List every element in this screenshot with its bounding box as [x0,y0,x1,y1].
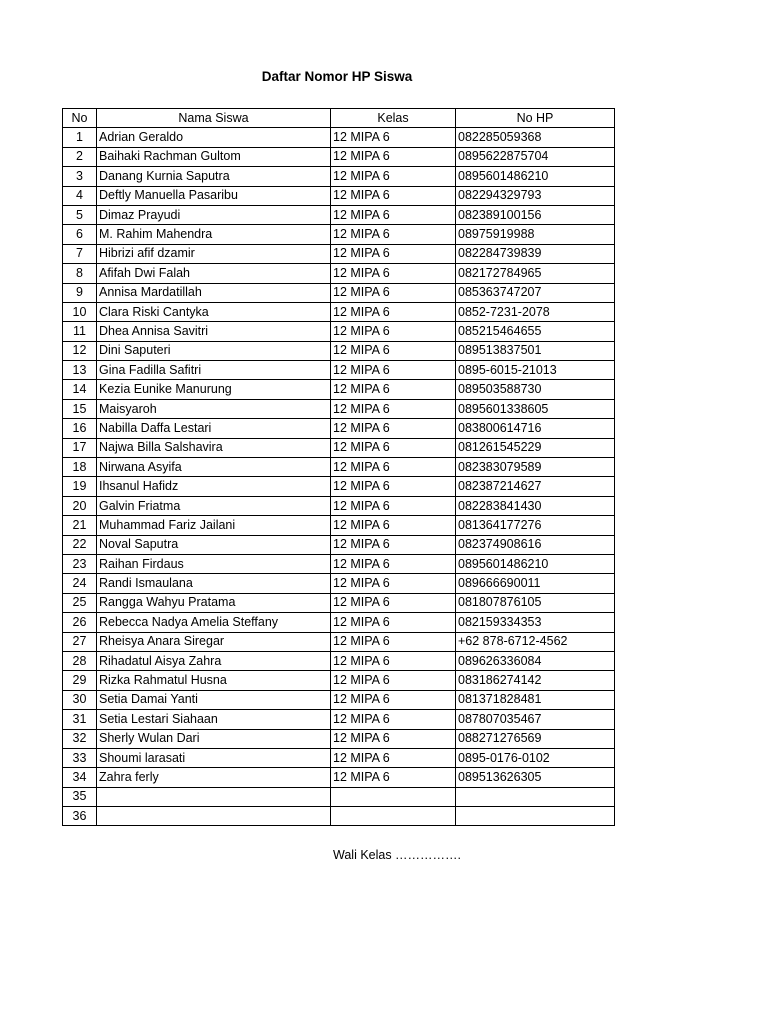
cell-no: 18 [63,458,97,477]
table-row [63,244,615,263]
cell-phone: 089626336084 [456,651,615,670]
table-row [63,477,615,496]
cell-kelas: 12 MIPA 6 [331,729,456,748]
table-row [63,748,615,767]
page-title: Daftar Nomor HP Siswa [261,69,413,84]
cell-no: 22 [63,535,97,554]
table-row [63,768,615,787]
cell-name: Ihsanul Hafidz [97,477,331,496]
cell-no: 13 [63,361,97,380]
cell-name: Dini Saputeri [97,341,331,360]
cell-kelas: 12 MIPA 6 [331,264,456,283]
cell-kelas: 12 MIPA 6 [331,632,456,651]
cell-no: 15 [63,399,97,418]
cell-kelas: 12 MIPA 6 [331,458,456,477]
cell-no: 3 [63,167,97,186]
cell-no: 30 [63,690,97,709]
cell-no: 28 [63,651,97,670]
cell-no: 2 [63,147,97,166]
cell-kelas: 12 MIPA 6 [331,186,456,205]
table-row [63,147,615,166]
cell-phone: 082294329793 [456,186,615,205]
table-row [63,167,615,186]
cell-kelas: 12 MIPA 6 [331,574,456,593]
cell-phone [456,807,615,826]
cell-kelas: 12 MIPA 6 [331,748,456,767]
cell-name: Afifah Dwi Falah [97,264,331,283]
cell-kelas: 12 MIPA 6 [331,167,456,186]
table-row [63,438,615,457]
cell-name: Noval Saputra [97,535,331,554]
cell-no: 36 [63,807,97,826]
cell-no: 27 [63,632,97,651]
cell-kelas: 12 MIPA 6 [331,651,456,670]
cell-name: Rheisya Anara Siregar [97,632,331,651]
cell-no: 25 [63,593,97,612]
cell-no: 12 [63,341,97,360]
cell-kelas: 12 MIPA 6 [331,438,456,457]
cell-name: Rangga Wahyu Pratama [97,593,331,612]
cell-kelas [331,807,456,826]
cell-no: 5 [63,205,97,224]
cell-kelas: 12 MIPA 6 [331,205,456,224]
table-row [63,729,615,748]
cell-kelas: 12 MIPA 6 [331,380,456,399]
cell-phone: 082159334353 [456,613,615,632]
cell-no: 33 [63,748,97,767]
student-phone-table [62,108,615,826]
cell-no: 32 [63,729,97,748]
table-row [63,632,615,651]
cell-phone: 0895622875704 [456,147,615,166]
cell-phone: 081807876105 [456,593,615,612]
cell-name: Raihan Firdaus [97,554,331,573]
cell-kelas: 12 MIPA 6 [331,302,456,321]
cell-kelas: 12 MIPA 6 [331,535,456,554]
cell-name: Baihaki Rachman Gultom [97,147,331,166]
cell-kelas [331,787,456,806]
cell-phone: 085363747207 [456,283,615,302]
table-row [63,496,615,515]
table-header-row [63,109,615,128]
cell-phone: 089666690011 [456,574,615,593]
cell-name: Muhammad Fariz Jailani [97,516,331,535]
cell-phone: 082172784965 [456,264,615,283]
cell-phone: 0895601486210 [456,167,615,186]
homeroom-teacher-signature-line: Wali Kelas ……………. [333,848,462,862]
cell-kelas: 12 MIPA 6 [331,244,456,263]
cell-name: Maisyaroh [97,399,331,418]
table-row [63,535,615,554]
table-row [63,322,615,341]
table-row [63,380,615,399]
cell-no: 21 [63,516,97,535]
table-row [63,419,615,438]
cell-no: 7 [63,244,97,263]
cell-name: Zahra ferly [97,768,331,787]
table-row [63,690,615,709]
cell-name [97,787,331,806]
cell-name: Rihadatul Aisya Zahra [97,651,331,670]
cell-name: Nabilla Daffa Lestari [97,419,331,438]
cell-phone: 082374908616 [456,535,615,554]
cell-no: 31 [63,710,97,729]
cell-phone: 082284739839 [456,244,615,263]
cell-no: 20 [63,496,97,515]
cell-phone: 089503588730 [456,380,615,399]
cell-kelas: 12 MIPA 6 [331,671,456,690]
cell-name [97,807,331,826]
cell-name: Deftly Manuella Pasaribu [97,186,331,205]
table-row [63,593,615,612]
header-no: No [63,109,97,128]
cell-name: Setia Damai Yanti [97,690,331,709]
cell-phone: 089513626305 [456,768,615,787]
cell-name: Hibrizi afif dzamir [97,244,331,263]
cell-no: 26 [63,613,97,632]
cell-phone: 083800614716 [456,419,615,438]
cell-name: Sherly Wulan Dari [97,729,331,748]
cell-kelas: 12 MIPA 6 [331,283,456,302]
cell-name: Adrian Geraldo [97,128,331,147]
table-row [63,361,615,380]
cell-phone: 085215464655 [456,322,615,341]
cell-no: 19 [63,477,97,496]
cell-no: 14 [63,380,97,399]
cell-phone: 082389100156 [456,205,615,224]
cell-kelas: 12 MIPA 6 [331,322,456,341]
table-row [63,574,615,593]
header-kelas: Kelas [331,109,456,128]
cell-name: Galvin Friatma [97,496,331,515]
cell-kelas: 12 MIPA 6 [331,496,456,515]
table-row [63,787,615,806]
cell-phone: 087807035467 [456,710,615,729]
cell-name: M. Rahim Mahendra [97,225,331,244]
cell-name: Danang Kurnia Saputra [97,167,331,186]
cell-phone: 081261545229 [456,438,615,457]
header-name: Nama Siswa [97,109,331,128]
table-row [63,186,615,205]
cell-name: Clara Riski Cantyka [97,302,331,321]
cell-no: 17 [63,438,97,457]
cell-name: Gina Fadilla Safitri [97,361,331,380]
cell-no: 29 [63,671,97,690]
cell-no: 9 [63,283,97,302]
table-row [63,128,615,147]
cell-name: Rebecca Nadya Amelia Steffany [97,613,331,632]
cell-no: 35 [63,787,97,806]
table-row [63,341,615,360]
cell-kelas: 12 MIPA 6 [331,399,456,418]
cell-name: Setia Lestari Siahaan [97,710,331,729]
cell-no: 11 [63,322,97,341]
cell-name: Najwa Billa Salshavira [97,438,331,457]
cell-no: 8 [63,264,97,283]
cell-phone: 083186274142 [456,671,615,690]
cell-phone: 082285059368 [456,128,615,147]
cell-phone: 081371828481 [456,690,615,709]
cell-no: 23 [63,554,97,573]
cell-phone: 0895-6015-21013 [456,361,615,380]
cell-phone: 0895601338605 [456,399,615,418]
cell-name: Nirwana Asyifa [97,458,331,477]
cell-phone: +62 878-6712-4562 [456,632,615,651]
cell-name: Randi Ismaulana [97,574,331,593]
table-row [63,205,615,224]
cell-name: Dhea Annisa Savitri [97,322,331,341]
cell-kelas: 12 MIPA 6 [331,147,456,166]
cell-no: 1 [63,128,97,147]
table-row [63,399,615,418]
cell-no: 4 [63,186,97,205]
table-row [63,651,615,670]
table-row [63,283,615,302]
cell-kelas: 12 MIPA 6 [331,516,456,535]
table-row [63,225,615,244]
cell-phone: 0895601486210 [456,554,615,573]
cell-kelas: 12 MIPA 6 [331,419,456,438]
cell-phone: 08975919988 [456,225,615,244]
cell-phone: 081364177276 [456,516,615,535]
cell-kelas: 12 MIPA 6 [331,613,456,632]
cell-name: Shoumi larasati [97,748,331,767]
cell-kelas: 12 MIPA 6 [331,554,456,573]
cell-phone: 089513837501 [456,341,615,360]
table-row [63,807,615,826]
table-row [63,516,615,535]
cell-kelas: 12 MIPA 6 [331,341,456,360]
cell-name: Kezia Eunike Manurung [97,380,331,399]
table-row [63,458,615,477]
cell-kelas: 12 MIPA 6 [331,593,456,612]
table-row [63,613,615,632]
cell-phone: 088271276569 [456,729,615,748]
cell-phone [456,787,615,806]
cell-no: 24 [63,574,97,593]
cell-kelas: 12 MIPA 6 [331,128,456,147]
cell-name: Annisa Mardatillah [97,283,331,302]
cell-no: 10 [63,302,97,321]
cell-name: Dimaz Prayudi [97,205,331,224]
cell-name: Rizka Rahmatul Husna [97,671,331,690]
cell-kelas: 12 MIPA 6 [331,225,456,244]
table-row [63,264,615,283]
table-row [63,302,615,321]
cell-no: 16 [63,419,97,438]
cell-no: 6 [63,225,97,244]
table-row [63,710,615,729]
table-row [63,554,615,573]
cell-phone: 0852-7231-2078 [456,302,615,321]
table-row [63,671,615,690]
cell-no: 34 [63,768,97,787]
cell-phone: 082283841430 [456,496,615,515]
cell-kelas: 12 MIPA 6 [331,710,456,729]
cell-phone: 0895-0176-0102 [456,748,615,767]
cell-kelas: 12 MIPA 6 [331,690,456,709]
cell-kelas: 12 MIPA 6 [331,768,456,787]
cell-kelas: 12 MIPA 6 [331,361,456,380]
cell-phone: 082387214627 [456,477,615,496]
cell-phone: 082383079589 [456,458,615,477]
header-hp: No HP [456,109,615,128]
cell-kelas: 12 MIPA 6 [331,477,456,496]
